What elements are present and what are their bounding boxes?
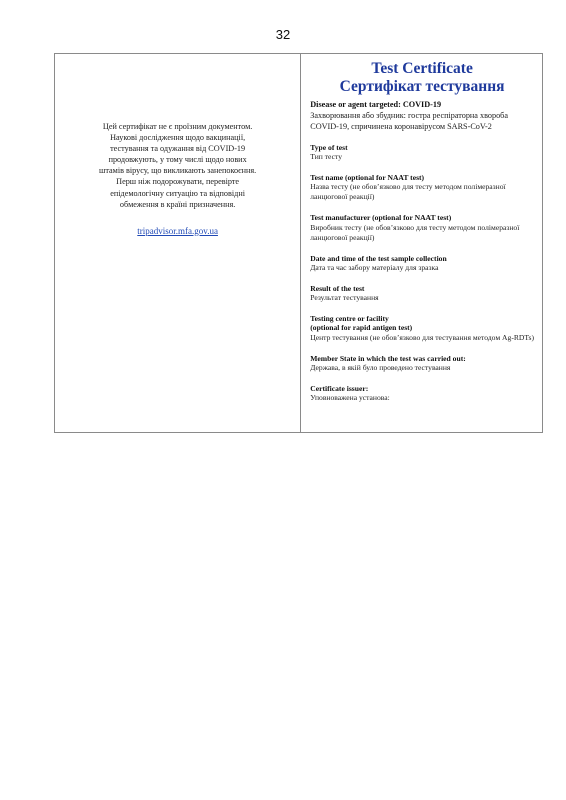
- field-value: [310, 182, 534, 202]
- disclaimer-line: епідемологічну ситуацію та відповідні: [110, 188, 245, 198]
- disclaimer-line: тестування та одужання від COVID-19: [110, 144, 246, 154]
- field-value-line: Виробник тесту (не обов’язково для тесту методом полімеразної: [310, 222, 520, 232]
- field-value-line: ланцюгової реакції): [310, 232, 375, 242]
- field-value-line: Результат тестування: [310, 293, 379, 303]
- field-value-line: Держава, в якій було проведено тестування: [310, 363, 451, 373]
- certificate-title-uk: Сертифікат тестування: [339, 78, 505, 95]
- field-value-line: Захворювання або збудник: гостра респіраторна хвороба: [310, 111, 508, 120]
- field-sample-collection-date: [310, 254, 534, 274]
- page-number: 32: [275, 27, 291, 42]
- field-disease: [310, 100, 534, 132]
- field-value: [310, 393, 534, 403]
- field-test-name: [310, 173, 534, 203]
- disclaimer-line: обмеження в країні призначення.: [119, 199, 236, 209]
- field-label: Date and time of the test sample collection: [310, 253, 447, 263]
- field-value: [310, 110, 534, 132]
- field-test-result: [310, 284, 534, 304]
- field-value-line: Центр тестування (не обов’язково для тестування методом Ag-RDTs): [310, 332, 534, 342]
- disclaimer-line: продовжують, у тому числі щодо нових: [108, 155, 247, 165]
- left-panel: [55, 54, 301, 432]
- field-test-type: [310, 143, 534, 163]
- tripadvisor-link[interactable]: tripadvisor.mfa.gov.ua: [137, 225, 218, 236]
- field-label: Test manufacturer (optional for NAAT test): [310, 213, 452, 223]
- field-label: Result of the test: [310, 283, 365, 293]
- field-certificate-issuer: [310, 384, 534, 404]
- field-value: [310, 333, 534, 343]
- field-value-line: Дата та час забору матеріалу для зразка: [310, 263, 439, 273]
- field-value: [310, 223, 534, 243]
- field-label: Test name (optional for NAAT test): [310, 172, 425, 182]
- field-label: Member State in which the test was carried out:: [310, 353, 466, 363]
- field-value-line: COVID-19, спричинена коронавірусом SARS-CoV-2: [310, 122, 492, 131]
- field-value-line: Назва тесту (не обов’язково для тесту методом полімеразної: [310, 182, 506, 192]
- field-value-line: Уповноважена установа:: [310, 393, 390, 403]
- field-test-manufacturer: [310, 213, 534, 243]
- field-label: Type of test: [310, 142, 348, 152]
- disclaimer-line: Наукові дослідження щодо вакцинації,: [110, 133, 246, 143]
- field-label: (optional for rapid antigen test): [310, 323, 413, 333]
- field-value-line: Тип тесту: [310, 152, 342, 161]
- certificate-title-en: Test Certificate: [371, 60, 473, 77]
- field-value: [310, 363, 534, 373]
- disclaimer-line: Цей сертифікат не є проїзним документом.: [102, 122, 253, 131]
- field-value: [310, 293, 534, 303]
- field-label: Certificate issuer:: [310, 383, 369, 393]
- disclaimer-line: Перш ніж подорожувати, перевірте: [116, 177, 240, 187]
- field-value: [310, 263, 534, 273]
- field-label: Testing centre or facility: [310, 313, 389, 323]
- field-value-line: ланцюгової реакції): [310, 192, 375, 202]
- right-panel: [301, 54, 542, 432]
- field-value: [310, 152, 534, 162]
- certificate-spread: [54, 53, 543, 433]
- disclaimer-line: штамів вірусу, що викликають занепокоєння.: [99, 166, 257, 176]
- field-label: Disease or agent targeted: COVID-19: [310, 100, 442, 109]
- disclaimer-text: [78, 121, 278, 210]
- field-testing-centre: [310, 314, 534, 343]
- field-member-state: [310, 354, 534, 374]
